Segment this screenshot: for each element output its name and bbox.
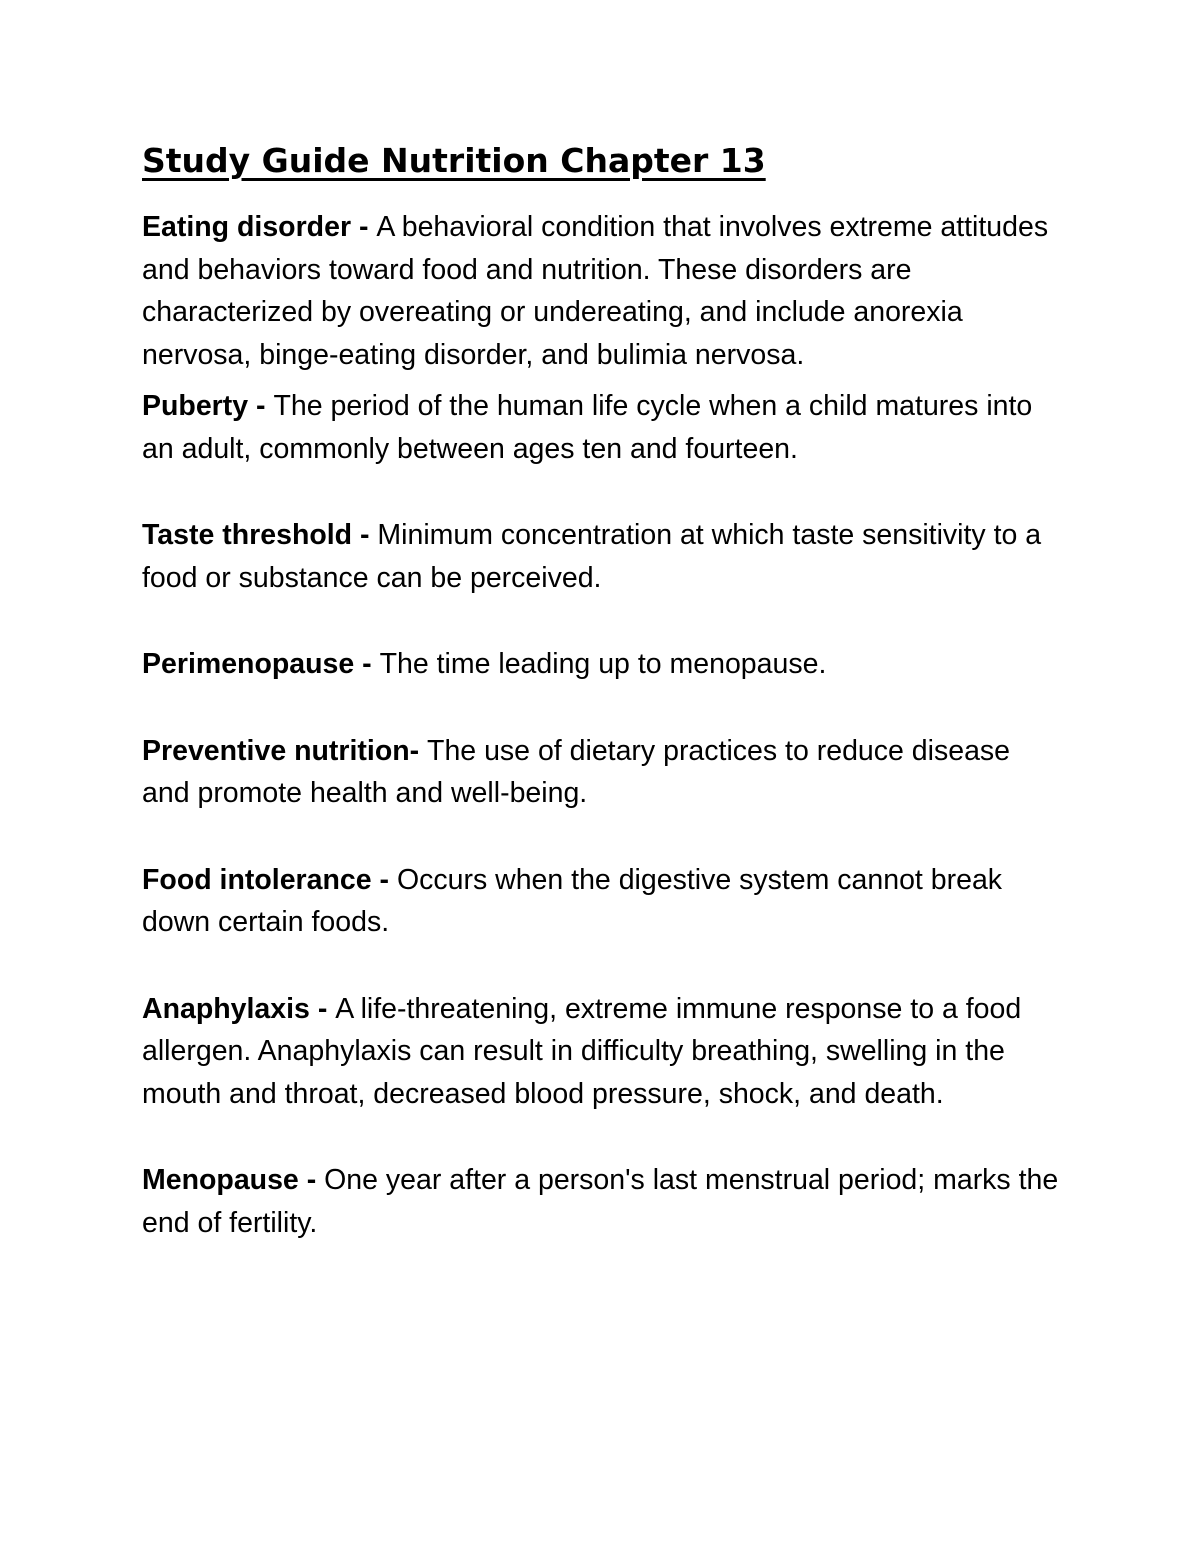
glossary-entry-preventive-nutrition [142, 730, 1062, 815]
glossary-entry-menopause [142, 1159, 1062, 1244]
glossary-entry-taste-threshold [142, 514, 1062, 599]
term: Preventive nutrition- [142, 734, 428, 767]
document-page [142, 138, 1062, 1244]
glossary-entry-food-intolerance [142, 859, 1062, 944]
definition: Occurs when the digestive system cannot break down certain foods. [142, 863, 1003, 938]
term: Taste threshold - [142, 519, 378, 551]
glossary-entry-puberty [142, 385, 1062, 470]
term: Perimenopause - [142, 648, 380, 680]
definition: A behavioral condition that involves extreme attitudes and behaviors toward food and nutrition. These disorders are characterized by overeating or undereating, and include anorexia nervosa, binge-eating disorder, and bulimia nervosa. [142, 211, 1049, 371]
glossary-entry-anaphylaxis [142, 988, 1062, 1116]
term: Anaphylaxis - [142, 992, 336, 1025]
definition: Minimum concentration at which taste sensitivity to a food or substance can be perceived. [142, 519, 1042, 594]
definition: The use of dietary practices to reduce disease and promote health and well-being. [142, 734, 1011, 809]
term: Eating disorder - [142, 211, 377, 243]
definition: A life-threatening, extreme immune response to a food allergen. Anaphylaxis can result in difficulty breathing, swelling in the mouth and throat, decreased blood pressure, shock, and death. [142, 992, 1022, 1110]
glossary-entry-perimenopause [142, 643, 1062, 686]
glossary-entry-eating-disorder [142, 206, 1062, 376]
term: Menopause - [142, 1164, 325, 1196]
definition: The time leading up to menopause. [379, 648, 827, 680]
term: Puberty - [142, 390, 274, 422]
definition: One year after a person's last menstrual period; marks the end of fertility. [142, 1164, 1059, 1239]
term: Food intolerance - [142, 863, 397, 896]
definition: The period of the human life cycle when a child matures into an adult, commonly between ages ten and fourteen. [142, 390, 1033, 465]
document-title: Study Guide Nutrition Chapter 13 [142, 141, 766, 180]
